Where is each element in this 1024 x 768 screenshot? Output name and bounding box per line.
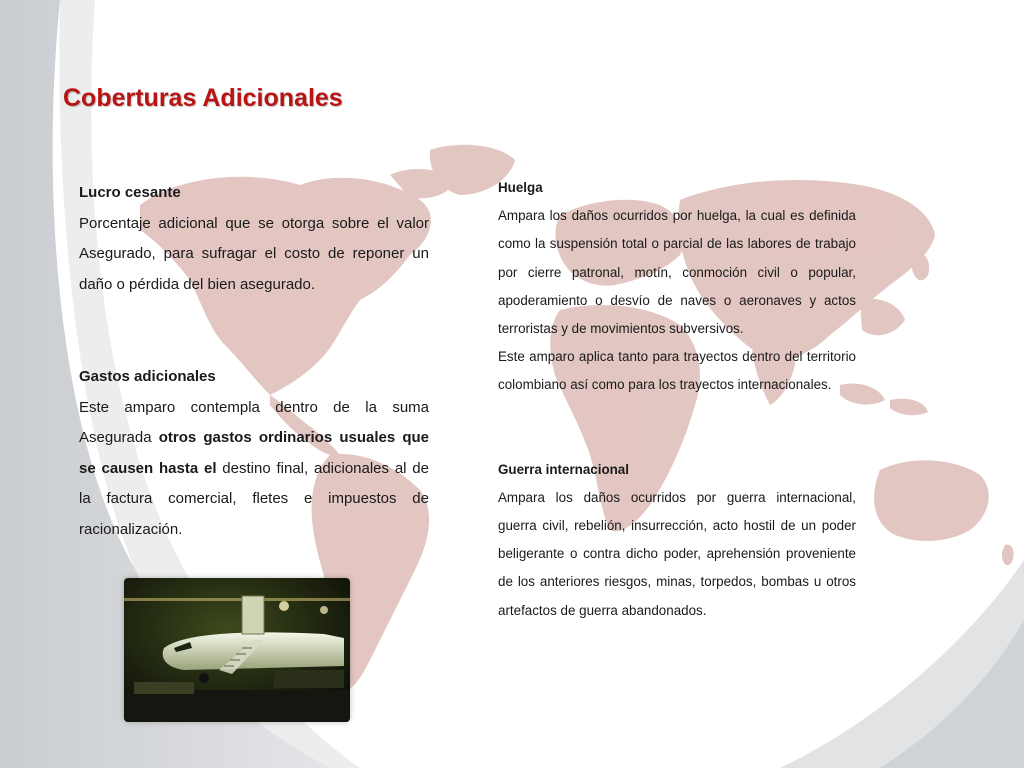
cargo-airplane-photo <box>124 578 350 722</box>
slide-title: Coberturas Adicionales <box>63 84 343 112</box>
gastos-body-start: Este amparo contempla dentro de la suma Asegurada <box>79 398 429 446</box>
huelga-body: Ampara los daños ocurridos por huelga, la cual es definida como la suspensión total o parcial de las labores de trabajo por cierre patronal, motín, conmoción civil o popular, apoderamiento o desvío de naves o aeronaves y actos terroristas y de movimientos subversivos. <box>498 208 856 337</box>
guerra-internacional-heading: Guerra internacional <box>498 461 629 477</box>
huelga-body-2: Este amparo aplica tanto para trayectos dentro del territorio colombiano así como para los trayectos internacionales. <box>498 349 856 393</box>
gastos-body-bold: otros gastos ordinarios usuales que se causen hasta el <box>79 429 429 477</box>
gastos-body-end: destino final, adicionales al de la factura comercial, fletes e impuestos de racionalización. <box>79 459 429 538</box>
huelga-heading: Huelga <box>498 180 543 195</box>
right-column <box>498 174 856 625</box>
lucro-cesante-heading: Lucro cesante <box>79 184 181 201</box>
cargo-airplane-icon <box>124 578 350 722</box>
guerra-internacional-body: Ampara los daños ocurridos por guerra internacional, guerra civil, rebelión, insurrección, acto hostil de un poder beligerante o contra dicho poder, aprehensión proveniente de los anteriores riesgos, minas, torpedos, bombas u otros artefactos de guerra abandonados. <box>498 489 856 618</box>
gastos-adicionales-body <box>79 393 429 546</box>
gastos-adicionales-heading: Gastos adicionales <box>79 368 216 385</box>
left-column <box>79 178 429 545</box>
lucro-cesante-body: Porcentaje adicional que se otorga sobre el valor Asegurado, para sufragar el costo de reponer un daño o pérdida del bien asegurado. <box>79 214 429 293</box>
